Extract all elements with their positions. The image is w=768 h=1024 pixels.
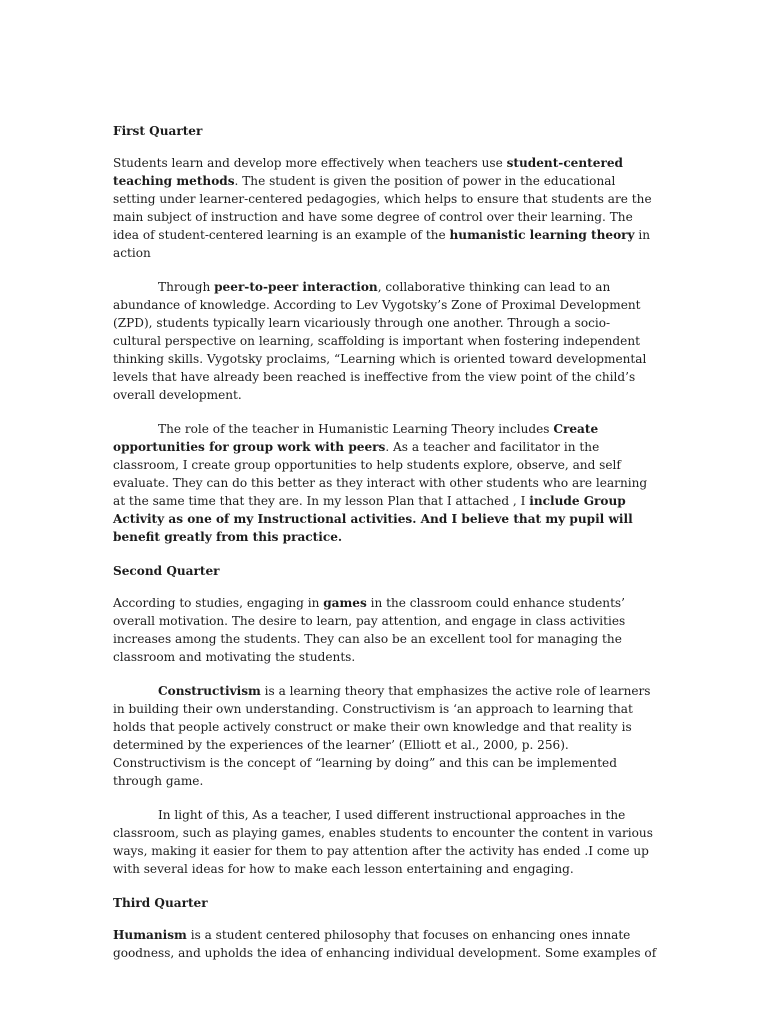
text-span: is a learning theory that emphasizes the active role of learners in building their own understanding. Constructivism is ‘an approach to learning that holds that people actively construct or make their own knowledge and that reality is determined by the experiences of the learner’ (Elliott et al., 2000, p. 256). Constructivism is the concept of “learning by doing” and this can be implemented through game. (113, 684, 651, 788)
text-span: Students learn and develop more effectively when teachers use (113, 156, 507, 170)
section-heading-second-quarter: Second Quarter (113, 564, 220, 578)
paragraph-second-2 (113, 682, 658, 790)
text-span: in action (113, 228, 651, 260)
bold-text: include Group Activity as one of my Instructional activities. And I believe that my pupil will benefit greatly from this practice. (113, 494, 633, 544)
paragraph-first-3 (113, 420, 658, 546)
section-heading-first-quarter: First Quarter (113, 124, 203, 138)
paragraph-third-1 (113, 926, 658, 962)
paragraph-first-2 (113, 278, 658, 404)
text-span: , collaborative thinking can lead to an abundance of knowledge. According to Lev Vygotsky’s Zone of Proximal Development (ZPD), students typically learn vicariously through one another. Through a socio-cultural perspective on learning, scaffolding is important when fostering independent thinking skills. Vygotsky proclaims, “Learning which is oriented toward developmental levels that have already been reached is ineffective from the view point of the child’s overall development. (113, 280, 647, 402)
bold-text: student-centered teaching methods (113, 156, 623, 188)
bold-text: Constructivism (158, 684, 261, 698)
paragraph-first-1 (113, 154, 658, 262)
text-span: The role of the teacher in Humanistic Learning Theory includes (158, 422, 554, 436)
text-span: . The student is given the position of power in the educational setting under learner-centered pedagogies, which helps to ensure that students are the main subject of instruction and have some degree of control over their learning. The idea of student-centered learning is an example of the (113, 174, 652, 242)
bold-text: games (323, 596, 367, 610)
bold-text: humanistic learning theory (449, 228, 635, 242)
text-span: According to studies, engaging in (113, 596, 324, 610)
text-span: Through (158, 280, 215, 294)
text-span: . As a teacher and facilitator in the classroom, I create group opportunities to help students explore, observe, and self evaluate. They can do this better as they interact with other students who are learning at the same time that they are. In my lesson Plan that I attached , I (113, 440, 648, 508)
text-span: is a student centered philosophy that focuses on enhancing ones innate goodness, and upholds the idea of enhancing individual development. Some examples of (113, 928, 657, 960)
paragraph-second-3 (113, 806, 658, 878)
bold-text: Humanism (113, 928, 187, 942)
text-span: in the classroom could enhance students’ overall motivation. The desire to learn, pay attention, and engage in class activities increases among the students. They can also be an excellent tool for managing the classroom and motivating the students. (113, 596, 626, 664)
section-heading-third-quarter: Third Quarter (113, 896, 208, 910)
paragraph-second-1 (113, 594, 658, 666)
text-span: In light of this, As a teacher, I used different instructional approaches in the classroom, such as playing games, enables students to encounter the content in various ways, making it easier for them to pay attention after the activity has ended .I come up with several ideas for how to make each lesson entertaining and engaging. (113, 808, 653, 876)
document-page (113, 122, 658, 978)
bold-text: Create opportunities for group work with peers (113, 422, 599, 454)
bold-text: peer-to-peer interaction (214, 280, 378, 294)
